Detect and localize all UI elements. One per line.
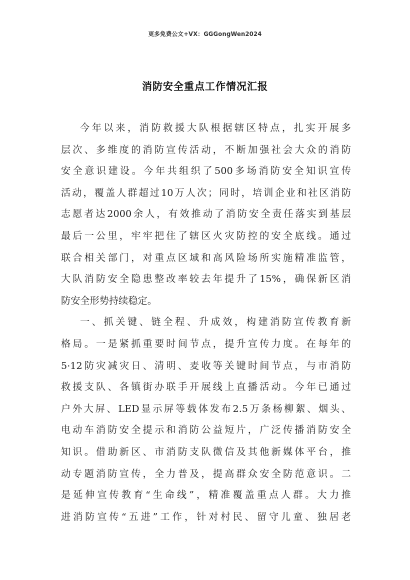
paragraph-line: 救援支队、各镇街办联手开展线上直播活动。今年已通过	[61, 382, 351, 394]
paragraph-line: 志愿者达2000余人，有效推动了消防安全责任落实到基层	[61, 209, 351, 221]
paragraph-line: 动专题消防宣传，全力普及，提高群众安全防范意识。二	[61, 468, 351, 480]
paragraph-line: 防安全形势持续稳定。	[61, 295, 157, 307]
paragraph-line: 电动车消防安全提示和消防公益短片，广泛传播消防安全	[61, 425, 351, 437]
paragraph-line: 大队消防安全隐患整改率较去年提升了15%，确保新区消	[61, 274, 351, 286]
paragraph-line: 联合相关部门，对重点区域和高风险场所实施精准监管，	[61, 252, 351, 264]
paragraph-line: 5·12防灾减灾日、清明、麦收等关键时间节点，与市消防	[61, 360, 351, 372]
paragraph-line: 最后一公里，牢牢把住了辖区火灾防控的安全底线。通过	[61, 230, 351, 242]
document-title: 消防安全重点工作情况汇报	[142, 82, 268, 93]
paragraph-line: 知识。借助新区、市消防支队微信及其他新媒体平台，推	[61, 446, 351, 458]
paragraph-line: 层次、多维度的消防宣传活动，不断加强社会大众的消防	[61, 144, 351, 156]
header-note: 更多免费公文+VX：GGGongWen2024	[148, 32, 262, 38]
paragraph-line: 安全意识建设。今年共组织了500多场消防安全知识宣传	[61, 166, 351, 178]
paragraph-line: 格局。一是紧抓重要时间节点，提升宣传力度。在每年的	[61, 338, 351, 350]
paragraph-line: 活动，覆盖人群超过10万人次；同时，培训企业和社区消防	[61, 187, 351, 199]
paragraph-line: 进消防宣传“五进”工作，针对村民、留守儿童、独居老	[61, 511, 351, 523]
paragraph-line: 户外大屏、LED显示屏等载体发布2.5万条杨柳絮、烟头、	[61, 403, 351, 415]
paragraph-line: 是延伸宣传教育“生命线”，精准覆盖重点人群。大力推	[61, 490, 351, 502]
document-body	[61, 118, 351, 528]
paragraph-line: 一、抓关键、链全程、升成效，构建消防宣传教育新	[80, 317, 351, 329]
paragraph-line: 今年以来，消防救援大队根据辖区特点，扎实开展多	[80, 123, 351, 134]
